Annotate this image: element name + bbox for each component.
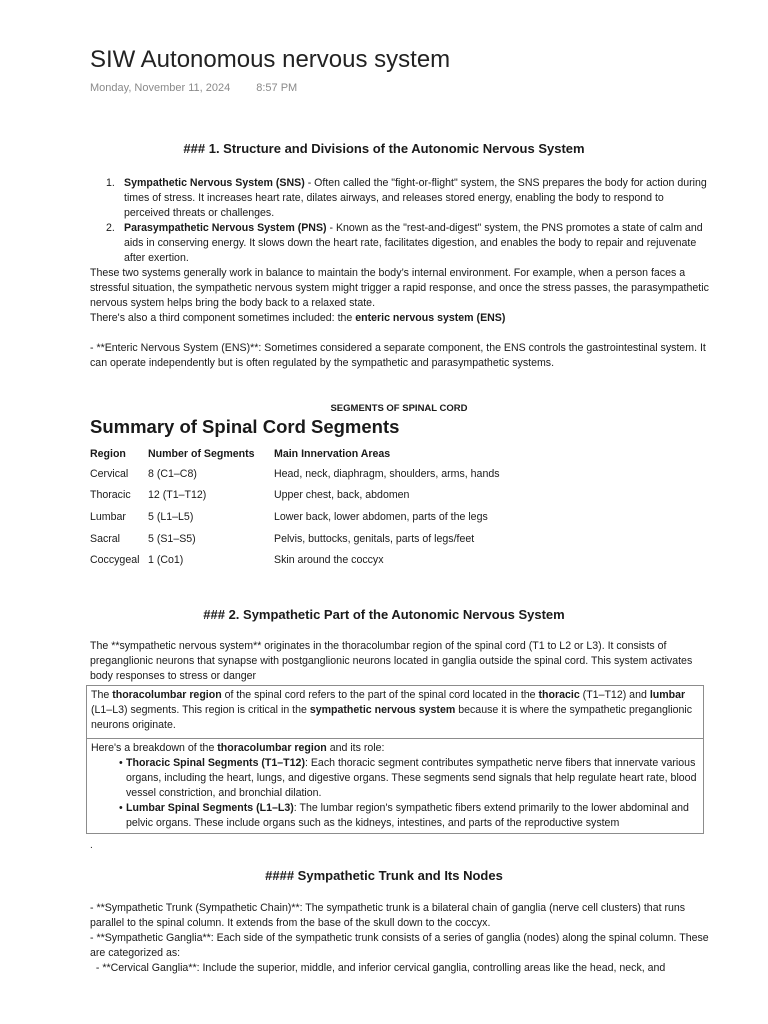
list-text: - Often called the "fight-or-flight" system, the SNS prepares the body for action during times of stress. It increases heart rate, dilates airways, and releases stored energy, enabling the body to respond to perceived threats or challenges. [124, 177, 707, 219]
list-item [90, 176, 710, 221]
list-term: Parasympathetic Nervous System (PNS) [124, 222, 327, 234]
box-text: because it is where the sympathetic preganglionic neurons originate. [91, 704, 693, 731]
breakdown-list [91, 756, 699, 831]
list-item [91, 801, 699, 831]
list-text: - Known as the "rest-and-digest" system, the PNS promotes a state of calm and aids in conserving energy. It slows down the heart rate, facilitates digestion, and enables the body to repair and rejuvenate after exertion. [124, 222, 703, 264]
list-number: 1. [106, 177, 115, 189]
page-title: SIW Autonomous nervous system [90, 46, 451, 73]
box-text: of the spinal cord refers to the part of the spinal cord located in the [221, 689, 539, 701]
segments-heading: Summary of Spinal Cord Segments [90, 416, 400, 437]
box-text: The [91, 689, 113, 701]
segments-table [88, 444, 616, 571]
list-number: 2. [106, 222, 115, 234]
cell-count: 5 (L1–L5) [148, 510, 194, 523]
trunk-paragraph: - **Sympathetic Trunk (Sympathetic Chain)**: The sympathetic trunk is a bilateral chain of ganglia (nerve cell clusters) that runs parallel to the spinal column. It extends from the base of the skull down to the coccyx. [90, 902, 686, 929]
table-row [88, 485, 616, 507]
page-date: Monday, November 11, 2024 [90, 82, 231, 94]
cell-count: 8 (C1–C8) [148, 467, 197, 480]
cervical-paragraph: - **Cervical Ganglia**: Include the superior, middle, and inferior cervical ganglia, controlling areas like the head, neck, and [90, 962, 666, 974]
divisions-list [90, 176, 710, 266]
cell-areas: Lower back, lower abdomen, parts of the legs [274, 510, 488, 523]
breakdown-intro [91, 741, 699, 756]
ens-paragraph: - **Enteric Nervous System (ENS)**: Sometimes considered a separate component, the ENS controls the gastrointestinal system. It can operate independently but is often regulated by the sympathetic and parasympathetic systems. [90, 342, 706, 369]
ganglia-paragraph: - **Sympathetic Ganglia**: Each side of the sympathetic trunk consists of a series of ganglia (nodes) along the spinal column. These are categorized as: [90, 932, 709, 959]
cell-areas: Pelvis, buttocks, genitals, parts of legs/feet [274, 532, 475, 545]
stray-dot: . [90, 840, 93, 851]
page-time: 8:57 PM [256, 82, 298, 94]
list-term: Thoracic Spinal Segments (T1–T12) [126, 757, 305, 769]
section2-heading: ### 2. Sympathetic Part of the Autonomic Nervous System [203, 607, 565, 622]
list-item [90, 221, 710, 266]
thoracolumbar-box [86, 685, 704, 739]
box-text: Here's a breakdown of the [91, 742, 218, 754]
cell-count: 12 (T1–T12) [148, 489, 207, 502]
box-text: (L1–L3) segments. This region is critical in the [91, 704, 310, 716]
third-component-prefix: There's also a third component sometimes included: the [90, 312, 356, 324]
bullet-icon: • [119, 802, 123, 814]
cell-region: Coccygeal [90, 554, 140, 567]
breakdown-box [86, 738, 704, 834]
third-component-line [90, 311, 710, 326]
box-bold: thoracolumbar region [112, 689, 222, 701]
table-header-row [88, 444, 616, 463]
bullet-icon: • [119, 757, 123, 769]
table-row [88, 506, 616, 528]
list-text: : Each thoracic segment contributes sympathetic nerve fibers that innervate various organs, including the heart, lungs, and digestive organs. These segments send signals that help regulate heart rate, blood vessel constriction, and bronchial dilation. [126, 757, 697, 799]
box-bold: thoracolumbar region [217, 742, 327, 754]
column-header-region: Region [90, 447, 126, 460]
cell-count: 5 (S1–S5) [148, 532, 196, 545]
cell-region: Thoracic [90, 489, 131, 502]
balance-paragraph: These two systems generally work in balance to maintain the body’s internal environment. For example, when a person faces a stressful situation, the sympathetic nervous system might trigger a rapid response, and once the stress passes, the parasympathetic nervous system helps bring the body back to a relaxed state. [90, 267, 709, 309]
sympathetic-intro: The **sympathetic nervous system** originates in the thoracolumbar region of the spinal cord (T1 to L2 or L3). It consists of preganglionic neurons that synapse with postganglionic neurons located in ganglia outside the spinal cord. This system activates body responses to stress or danger [90, 640, 693, 682]
section1-heading: ### 1. Structure and Divisions of the Autonomic Nervous System [183, 141, 585, 156]
column-header-count: Number of Segments [148, 447, 255, 460]
box-text: and its role: [326, 742, 385, 754]
box-bold: sympathetic nervous system [309, 704, 456, 716]
table-row [88, 528, 616, 550]
segments-caption: SEGMENTS OF SPINAL CORD [330, 403, 468, 414]
cell-region: Cervical [90, 467, 129, 480]
cell-region: Lumbar [90, 510, 126, 523]
table-row [88, 549, 616, 571]
section3-heading: #### Sympathetic Trunk and Its Nodes [265, 868, 503, 883]
cell-areas: Head, neck, diaphragm, shoulders, arms, hands [274, 467, 500, 480]
box-bold: lumbar [649, 689, 686, 701]
cell-count: 1 (Co1) [148, 554, 184, 567]
list-term: Lumbar Spinal Segments (L1–L3) [126, 802, 294, 814]
list-text: : The lumbar region's sympathetic fibers extend primarily to the lower abdominal and pelvic organs. These include organs such as the kidneys, intestines, and parts of the reproductive system [126, 802, 689, 829]
page-timestamp [90, 82, 297, 94]
list-term: Sympathetic Nervous System (SNS) [124, 177, 305, 189]
column-header-areas: Main Innervation Areas [274, 447, 391, 460]
cell-areas: Upper chest, back, abdomen [274, 489, 410, 502]
cell-areas: Skin around the coccyx [274, 554, 384, 567]
box-text: (T1–T12) and [579, 689, 650, 701]
table-row [88, 463, 616, 485]
third-component-term: enteric nervous system (ENS) [355, 312, 506, 324]
box-bold: thoracic [538, 689, 580, 701]
list-item [91, 756, 699, 801]
cell-region: Sacral [90, 532, 121, 545]
